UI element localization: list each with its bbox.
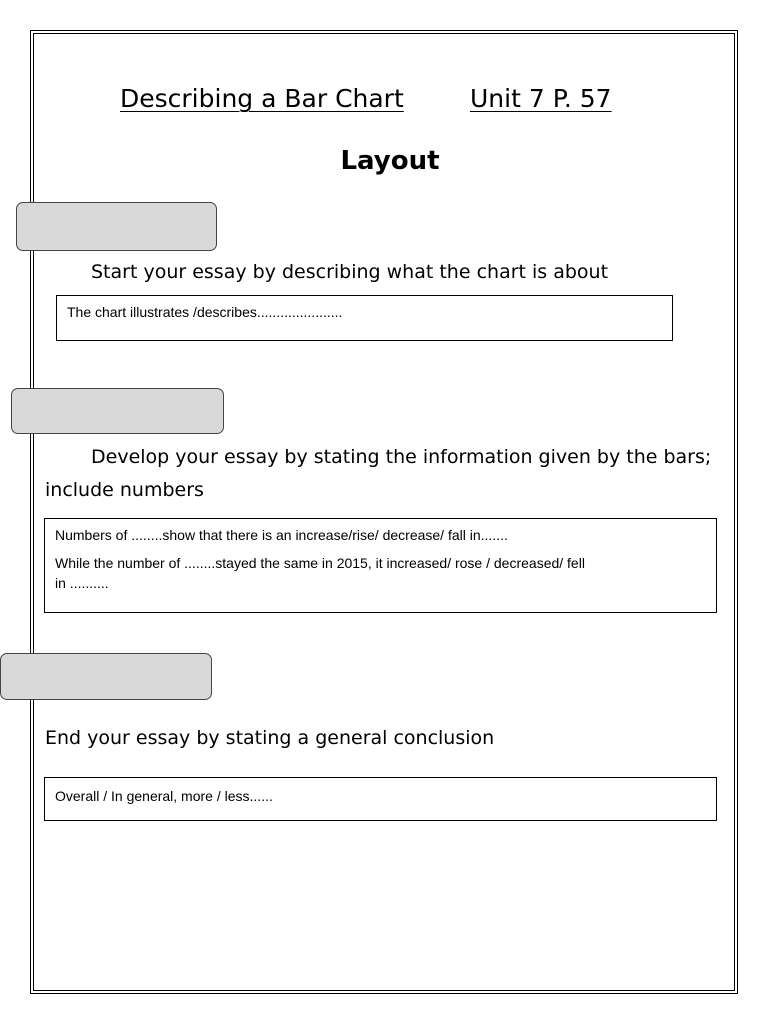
page-border-inner (33, 33, 735, 991)
body-example-box (44, 518, 717, 613)
body-instruction: Develop your essay by stating the information given by the bars; (91, 446, 712, 468)
unit-reference: Unit 7 P. 57 (470, 84, 612, 113)
section-tab-body (11, 388, 224, 434)
body-instruction-cont: include numbers (45, 479, 204, 501)
conclusion-example-line: Overall / In general, more / less...... (55, 788, 273, 804)
body-example-line-2: While the number of ........stayed the same in 2015, it increased/ rose / decreased/ fell (55, 555, 585, 571)
intro-instruction: Start your essay by describing what the chart is about (91, 261, 609, 283)
worksheet-title: Describing a Bar Chart (120, 84, 404, 113)
conclusion-instruction: End your essay by stating a general conclusion (45, 727, 495, 749)
body-example-line-3: in .......... (55, 575, 109, 591)
conclusion-example-box (44, 777, 717, 821)
intro-example-box (56, 295, 673, 341)
intro-example-line: The chart illustrates /describes...................... (67, 304, 343, 320)
layout-heading: Layout (340, 146, 440, 176)
section-tab-conclusion (0, 653, 212, 700)
section-tab-intro (16, 202, 217, 251)
body-example-line-1: Numbers of ........show that there is an increase/rise/ decrease/ fall in....... (55, 527, 508, 543)
